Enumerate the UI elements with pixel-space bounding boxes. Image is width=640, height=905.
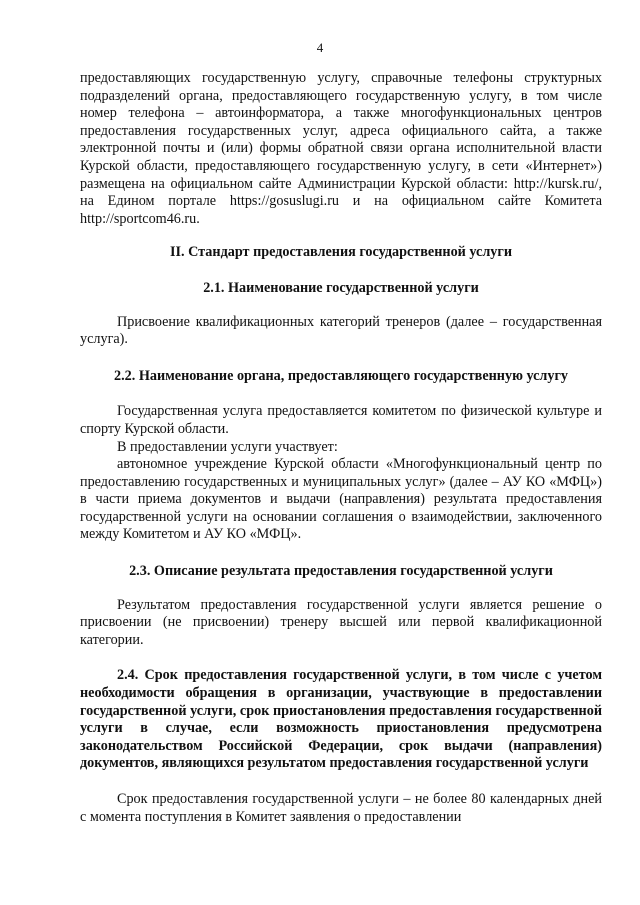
section-2-2-paragraph-3: автономное учреждение Курской области «Многофункциональный центр по предоставлению государственных и муниципальных услуг» (далее – АУ КО «МФЦ») в части приема документов и выдачи (направления) результата предоставления государственной услуги на основании соглашения о взаимодействии, заключенного между Комитетом и АУ КО «МФЦ». [80, 456, 602, 543]
section-2-heading: II. Стандарт предоставления государственной услуги [169, 244, 513, 261]
section-2-3-heading: 2.3. Описание результата предоставления государственной услуги [129, 563, 553, 580]
section-2-2-paragraph-1: Государственная услуга предоставляется комитетом по физической культуре и спорту Курской области. [80, 403, 602, 437]
section-2-3-text: Результатом предоставления государственной услуги является решение о присвоении (не присвоении) тренеру высшей или первой квалификационной категории. [80, 596, 602, 648]
page-number: 4 [316, 40, 324, 55]
section-2-2-paragraph-2: В предоставлении услуги участвует: [117, 438, 338, 455]
section-2-1-text: Присвоение квалификационных категорий тренеров (далее – государственная услуга). [80, 313, 602, 348]
section-2-4-text: Срок предоставления государственной услуги – не более 80 календарных дней с момента поступления в Комитет заявления о предоставлении [80, 791, 602, 825]
intro-paragraph: предоставляющих государственную услугу, справочные телефоны структурных подразделений органа, предоставляющего государственную услугу, в том числе номер телефона – автоинформатора, а также многофункциональных центров предоставления государственных услуг, адреса официального сайта, а также электронной почты и (или) формы обратной связи органа исполнительной власти Курской области, предоставляющего государственную услугу, в сети «Интернет») размещена на официальном сайте Администрации Курской области: http://kursk.ru/, на Едином портале https://gosuslugi.ru и на официальном сайте Комитета http://sportcom46.ru. [80, 70, 602, 227]
section-2-2-heading: 2.2. Наименование органа, предоставляющего государственную услугу [113, 367, 569, 384]
section-2-1-heading: 2.1. Наименование государственной услуги [203, 279, 479, 296]
section-2-4-heading: 2.4. Срок предоставления государственной услуги, в том числе с учетом необходимости обращения в организации, участвующие в предоставлении государственной услуги, срок приостановления предоставления государственной услуги в случае, если возможность приостановления предусмотрена законодательством Российской Федерации, срок выдачи (направления) документов, являющихся результатом предоставления государственной услуги [80, 667, 602, 772]
document-body [80, 70, 602, 826]
